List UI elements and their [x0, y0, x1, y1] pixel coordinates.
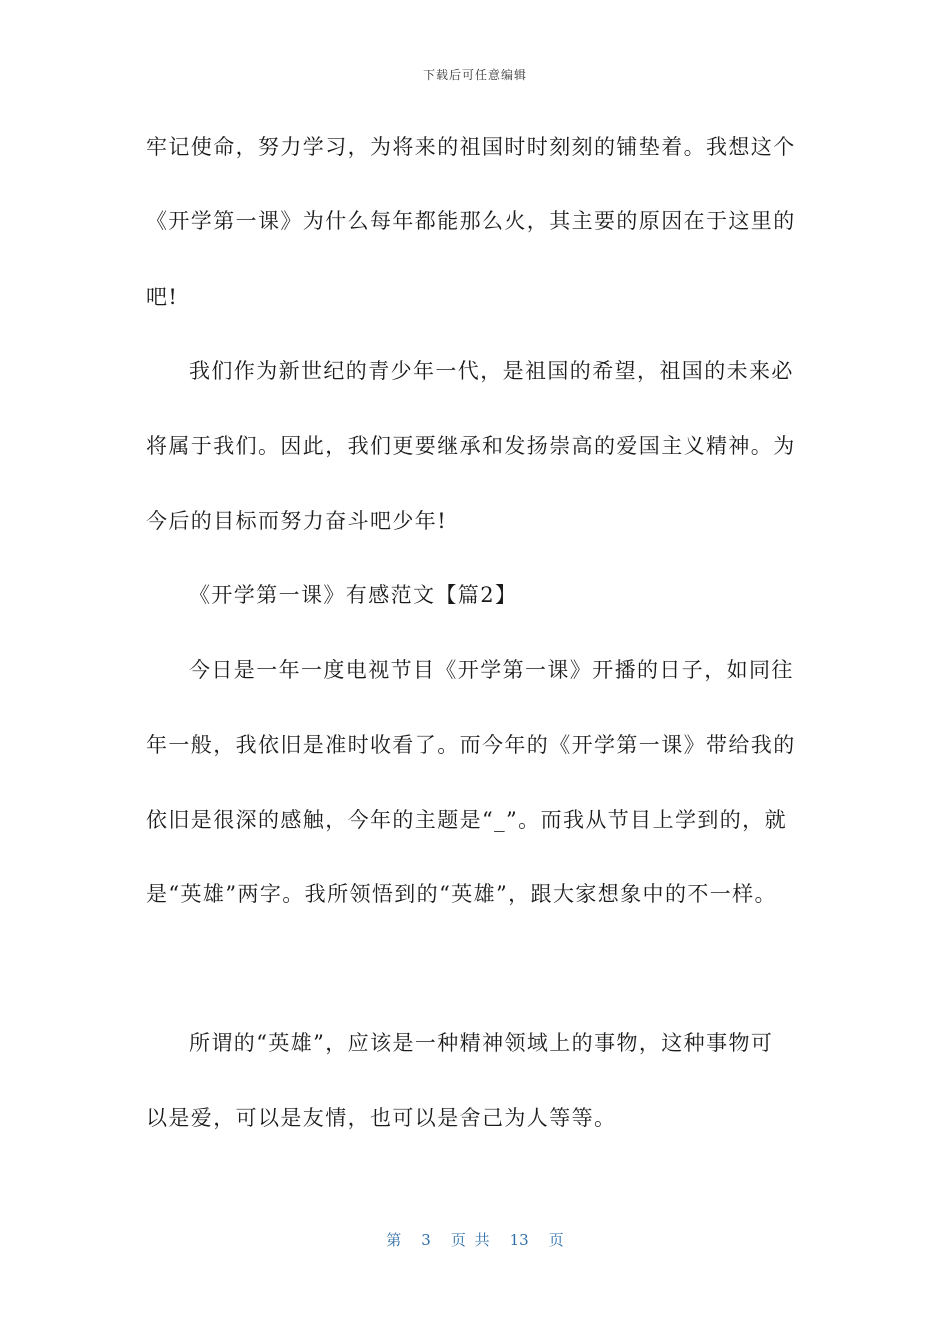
footer-total-pages: 13 — [509, 1231, 529, 1249]
body-line: 《开学第一课》为什么每年都能那么火，其主要的原因在于这里的 — [146, 209, 796, 233]
page-footer — [0, 1229, 950, 1250]
body-line: 我们作为新世纪的青少年一代，是祖国的希望，祖国的未来必 — [189, 359, 794, 383]
body-line: 以是爱，可以是友情，也可以是舍己为人等等。 — [146, 1106, 617, 1130]
body-line: 依旧是很深的感触，今年的主题是“_”。而我从节目上学到的，就 — [146, 808, 787, 832]
body-line: 是“英雄”两字。我所领悟到的“英雄”，跟大家想象中的不一样。 — [146, 882, 777, 906]
footer-label-page: 第 — [386, 1231, 402, 1249]
body-line: 今后的目标而努力奋斗吧少年! — [146, 509, 448, 533]
page-header: 下载后可任意编辑 — [422, 68, 527, 82]
body-line: 将属于我们。因此，我们更要继承和发扬崇高的爱国主义精神。为 — [146, 434, 796, 458]
footer-label-end: 页 — [548, 1231, 564, 1249]
body-line: 年一般，我依旧是准时收看了。而今年的《开学第一课》带给我的 — [146, 733, 796, 757]
body-line: 今日是一年一度电视节目《开学第一课》开播的日子，如同往 — [189, 658, 794, 682]
footer-label-of: 页 共 — [450, 1231, 490, 1249]
body-line: 牢记使命，努力学习，为将来的祖国时时刻刻的铺垫着。我想这个 — [146, 135, 796, 159]
body-line: 所谓的“英雄”，应该是一种精神领域上的事物，这种事物可 — [189, 1031, 774, 1055]
section-heading: 《开学第一课》有感范文【篇2】 — [189, 583, 518, 607]
footer-current-page: 3 — [421, 1231, 431, 1249]
body-line: 吧! — [146, 285, 179, 309]
